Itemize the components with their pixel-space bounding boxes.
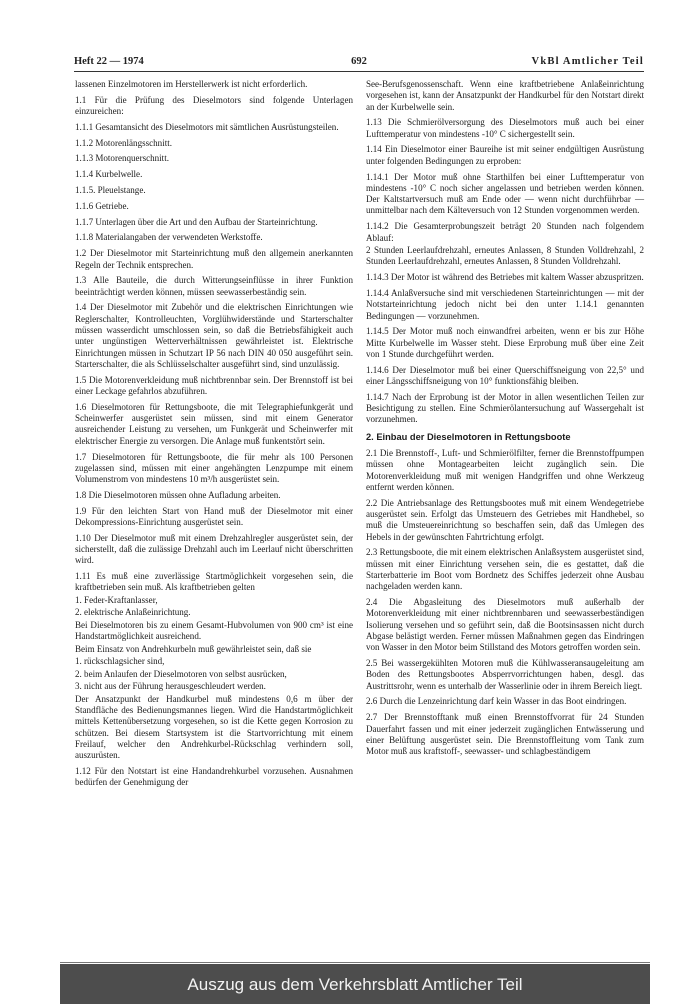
paragraph: 2.7 Der Brennstofftank muß einen Brennstoffvorrat für 24 Stunden Dauerfahrt fassen und mit einer jederzeit zugänglichen Entwässerung und einer Belüftung ausgerüstet sein. Die Brennstoffleitung vom Tank zum Motor muß aus kraftstoff-, seewasser- und schlagbeständigem: [366, 712, 644, 757]
header-divider: [74, 71, 644, 72]
paragraph: 1.2 Der Dieselmotor mit Starteinrichtung muß den allgemein anerkannten Regeln der Technik entsprechen.: [75, 248, 353, 270]
paragraph: 1.14.5 Der Motor muß noch einwandfrei arbeiten, wenn er bis zur Höhe Mitte Kurbelwelle im Wasser steht. Diese Erprobung muß über eine Zeit von 1 Stunde durchgeführt werden.: [366, 326, 644, 359]
paragraph: 1.1.2 Motorenlängsschnitt.: [75, 137, 172, 148]
paragraph: 1.14.3 Der Motor ist während des Betriebes mit kaltem Wasser abzuspritzen.: [366, 272, 644, 283]
paragraph: 1.1.4 Kurbelwelle.: [75, 169, 143, 180]
paragraph: 2. beim Anlaufen der Dieselmotoren von selbst ausrücken,: [75, 668, 287, 679]
journal-title: VkBl Amtlicher Teil: [531, 56, 644, 67]
paragraph: 2.2 Die Antriebsanlage des Rettungsbootes muß mit einem Wendegetriebe ausgerüstet sein. Erfolgt das Umsteuern des Getriebes mit Handhebel, so muß die Umsteuereinrichtung so beschaffen sein, daß das Umlegen des Hebels in der gewünschten Fahrtrichtung erfolgt.: [366, 497, 644, 542]
paragraph: 2.5 Bei wassergekühlten Motoren muß die Kühlwasseransaugeleitung am Boden des Rettungsbootes Absperrvorrichtungen haben, desgl. das Austrittsrohr, wenn es unterhalb der Wasserlinie oder in ihrem Bereich liegt.: [366, 658, 644, 691]
page-number: 692: [351, 56, 367, 67]
paragraph: Der Ansatzpunkt der Handkurbel muß mindestens 0,6 m über der Standfläche des Bedienungsmannes liegen. Wird die Handstartmöglichkeit mittels Kettenübersetzung vorgesehen, so ist die Kette gegen Korrosion zu schützen. Bei diesem Startsystem ist die Startvorrichtung mit einem Freilauf, welcher den Andrehkurbel-Rückschlag verhindern soll, auszurüsten.: [75, 693, 353, 761]
paragraph: 1.12 Für den Notstart ist eine Handandrehkurbel vorzusehen. Ausnahmen bedürfen der Genehmigung der: [75, 765, 353, 788]
page-header: [74, 56, 644, 70]
paragraph: 1.14.6 Der Dieselmotor muß bei einer Querschiffsneigung von 22,5° und einer Längsschiffsneigung von 10° funktionsfähig bleiben.: [366, 364, 644, 387]
paragraph: 2. elektrische Anlaßeinrichtung.: [75, 607, 191, 618]
paragraph: 2.6 Durch die Lenzeinrichtung darf kein Wasser in das Boot eindringen.: [366, 696, 627, 707]
paragraph: 1.14.4 Anlaßversuche sind mit verschiedenen Starteinrichtungen — mit der Notstarteinrichtung jedoch nicht bei den unter 1.14.1 genannten Bedingungen — vorzunehmen.: [366, 287, 644, 321]
paragraph: 2.3 Rettungsboote, die mit einem elektrischen Anlaßsystem ausgerüstet sind, müssen mit einer Einrichtung versehen sein, die es gestattet, daß die Starterbatterie im Boot vom Bordnetz des Schiffes jederzeit ohne Ausbau nachgeladen werden kann.: [366, 547, 644, 592]
paragraph: 3. nicht aus der Führung herausgeschleudert werden.: [75, 681, 266, 692]
paragraph: 1.6 Dieselmotoren für Rettungsboote, die mit Telegraphiefunkgerät und Scheinwerfer ausgerüstet sein müssen, sind mit einem Generator ausreichender Leistung zu versehen, um Funkgerät und Scheinwerfer mit elektrischer Energie zu versorgen. Die Anlage muß funkentstört sein.: [75, 401, 353, 446]
paragraph: 2.1 Die Brennstoff-, Luft- und Schmierölfilter, ferner die Brennstoffpumpen müssen ohne Montagearbeiten leicht zugänglich sein. Die Motorenverkleidung muß mit wenigen Handgriffen und ohne Werkzeug entfernt werden können.: [366, 448, 644, 492]
paragraph: 1. rückschlagsicher sind,: [75, 656, 165, 667]
paragraph: 1.1.6 Getriebe.: [75, 200, 129, 211]
paragraph: 1.9 Für den leichten Start von Hand muß der Dieselmotor mit einer Dekompressions-Einrichtung ausgerüstet sein.: [75, 505, 353, 527]
issue-label: Heft 22 — 1974: [74, 56, 144, 67]
left-text-column: [75, 79, 353, 793]
paragraph: 1.14.2 Die Gesamterprobungszeit beträgt 20 Stunden nach folgendem Ablauf:: [366, 221, 644, 243]
paragraph: 1.1.7 Unterlagen über die Art und den Aufbau der Starteinrichtung.: [75, 216, 318, 227]
paragraph: 1.4 Der Dieselmotor mit Zubehör und die elektrischen Einrichtungen wie Reglerschalter, Kontrolleuchten, Vorglühwiderstände und Starterschalter müssen wasserdicht umschlossen sein, so daß die Betriebsfähigkeit auch unter ungünstigen Wetterverhältnissen gewährleistet ist. Elektrische Einrichtungen müssen in Schutzart IP 56 nach DIN 40 050 ausgeführt sein. Starterschalter, die als Schlüsselschalter ausgeführt sind, sind unzulässig.: [75, 302, 353, 369]
paragraph: 1. Feder-Kraftanlasser,: [75, 594, 158, 605]
paragraph: 1.7 Dieselmotoren für Rettungsboote, die für mehr als 100 Personen zugelassen sind, müssen mit einer angehängten Lenzpumpe mit einem Volumenstrom von mindestens 10 m³/h ausgerüstet sein.: [75, 451, 353, 485]
paragraph: 1.13 Die Schmierölversorgung des Dieselmotors muß auch bei einer Lufttemperatur von mindestens -10° C sichergestellt sein.: [366, 117, 644, 139]
right-text-column: [366, 79, 644, 762]
paragraph: Beim Einsatz von Andrehkurbeln muß gewährleistet sein, daß sie: [75, 643, 312, 654]
paragraph: 2.4 Die Abgasleitung des Dieselmotors muß außerhalb der Motorenverkleidung mit einer nichtbrennbaren und seewasserbeständigen Isolierung versehen und so geführt sein, daß die Bootsinsassen nicht durch Abgase belästigt werden. Ferner müssen Maßnahmen gegen das Eindringen von Wasser in den Motor beim Stillstand des Motors getroffen worden sein.: [366, 597, 644, 653]
paragraph: 1.5 Die Motorenverkleidung muß nichtbrennbar sein. Der Brennstoff ist bei einer Leckage gefahrlos abzuführen.: [75, 374, 353, 397]
paragraph: 1.1.8 Materialangaben der verwendeten Werkstoffe.: [75, 232, 263, 243]
paragraph: 1.1.3 Motorenquerschnitt.: [75, 153, 169, 164]
footer-divider: [60, 962, 650, 963]
paragraph: 1.1 Für die Prüfung des Dieselmotors sind folgende Unterlagen einzureichen:: [75, 94, 353, 117]
paragraph: 1.8 Die Dieselmotoren müssen ohne Aufladung arbeiten.: [75, 489, 281, 500]
paragraph: 1.3 Alle Bauteile, die durch Witterungseinflüsse in ihrer Funktion beeinträchtigt werden können, müssen seewasserbeständig sein.: [75, 275, 353, 297]
paragraph: lassenen Einzelmotoren im Herstellerwerk ist nicht erforderlich.: [75, 79, 308, 89]
paragraph: 1.11 Es muß eine zuverlässige Startmöglichkeit vorgesehen sein, die kraftbetrieben sein muß. Als kraftbetrieben gelten: [75, 571, 353, 593]
paragraph: 1.10 Der Dieselmotor muß mit einem Drehzahlregler ausgerüstet sein, der sicherstellt, daß die zulässige Drehzahl auch im Leerlauf nicht überschritten wird.: [75, 532, 353, 566]
paragraph: 1.1.1 Gesamtansicht des Dieselmotors mit sämtlichen Ausrüstungsteilen.: [75, 121, 339, 132]
paragraph: 2 Stunden Leerlaufdrehzahl, erneutes Anlassen, 8 Stunden Volldrehzahl, 2 Stunden Leerlaufdrehzahl, erneutes Anlassen, 8 Stunden Volldrehzahl.: [366, 245, 644, 267]
paragraph: 1.1.5. Pleuelstange.: [75, 185, 146, 196]
paragraph: Bei Dieselmotoren bis zu einem Gesamt-Hubvolumen von 900 cm³ ist eine Handstartmöglichkeit ausreichend.: [75, 619, 353, 642]
paragraph: See-Berufsgenossenschaft. Wenn eine kraftbetriebene Anlaßeinrichtung vorgesehen ist, kann der Ansatzpunkt der Handkurbel für den Notstart direkt an der Kurbelwelle sein.: [366, 79, 644, 112]
footer-banner: Auszug aus dem Verkehrsblatt Amtlicher Teil: [60, 964, 650, 1004]
paragraph: 1.14.7 Nach der Erprobung ist der Motor in allen wesentlichen Teilen zur Besichtigung zu stellen. Eine Schmierölantersuchung auf Wassergehalt ist vorzunehmen.: [366, 391, 644, 425]
paragraph: 1.14.1 Der Motor muß ohne Starthilfen bei einer Lufttemperatur von mindestens -10° C noch sicher angelassen und betrieben werden können. Der Kaltstartversuch muß am Ende oder — wenn nicht durchführbar — unmittelbar nach dem Kälteversuch von 12 Stunden vorgenommen werden.: [366, 171, 644, 216]
section-heading: 2. Einbau der Dieselmotoren in Rettungsboote: [366, 431, 571, 442]
paragraph: 1.14 Ein Dieselmotor einer Baureihe ist mit seiner endgültigen Ausrüstung unter folgenden Bedingungen zu erproben:: [366, 144, 644, 166]
